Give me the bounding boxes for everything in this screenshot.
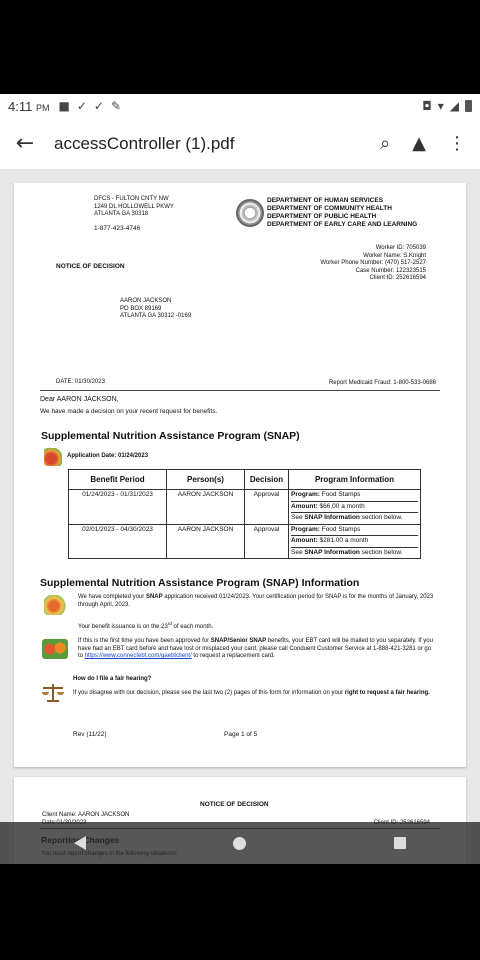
document-title: accessController (1).pdf: [54, 133, 235, 153]
worker-line: Client ID: 252616594: [369, 275, 426, 281]
recipient-line: AARON JACKSON: [120, 298, 172, 304]
food-basket-icon: [44, 448, 62, 466]
georgia-seal-icon: [236, 199, 264, 227]
ebt-text: benefits, your EBT card will be mailed to you separately. If you have had an EBT card before and have lost or misplaced your card, please call Conduent Customer Service at 1-888-421-3281 or go to: [78, 638, 433, 659]
see-line: [291, 548, 418, 559]
info-bold: SNAP: [145, 594, 163, 600]
see-bold: SNAP Information: [304, 514, 360, 521]
decision: Approval: [245, 490, 289, 525]
benefit-period: 02/01/2023 - 04/30/2023: [69, 524, 167, 559]
page2-title: NOTICE OF DECISION: [200, 801, 269, 808]
notice-title: NOTICE OF DECISION: [56, 263, 125, 270]
signal-icon: ◢: [449, 99, 459, 113]
see-text: See: [291, 514, 303, 521]
office-phone: 1-877-423-4746: [94, 225, 141, 232]
amount-line: [291, 502, 418, 514]
fair-hearing-question: How do I file a fair hearing?: [73, 676, 152, 682]
program-information: [289, 524, 421, 559]
amount-line: [291, 536, 418, 548]
client-name: Client Name: AARON JACKSON: [42, 812, 130, 818]
amount-label: Amount:: [291, 537, 318, 544]
program-value: Food Stamps: [321, 491, 361, 498]
battery-icon: [465, 100, 472, 112]
worker-line: Case Number: 122323515: [355, 267, 426, 274]
snap-information-heading: Supplemental Nutrition Assistance Program (SNAP) Information: [40, 577, 360, 589]
wifi-icon: ▾: [437, 99, 444, 113]
produce-icon: [42, 639, 68, 659]
recipient-address: [120, 298, 191, 321]
grocery-icon: [44, 595, 66, 615]
program-label: Program:: [291, 525, 320, 533]
ebt-link[interactable]: https://www.connectebt.com/gaebtclient/: [84, 653, 192, 659]
column-header: Person(s): [167, 470, 245, 490]
see-text: section below.: [361, 548, 403, 556]
status-bar: [0, 94, 480, 118]
divider: [40, 390, 440, 391]
download-check-icon: ✓: [76, 99, 87, 113]
program-label: Program:: [291, 491, 320, 498]
department-line: DEPARTMENT OF COMMUNITY HEALTH: [267, 205, 392, 212]
office-address: [94, 196, 174, 219]
table-header-row: [69, 470, 421, 490]
ebt-text: If this is the first time you have been approved for: [78, 638, 210, 644]
download-check-icon: ✓: [93, 99, 104, 113]
office-line: 1249 DL HOLLOWELL PKWY: [94, 203, 174, 210]
benefit-period: 01/24/2023 - 01/31/2023: [69, 490, 167, 525]
wrench-icon: ✎: [110, 99, 121, 113]
revision: Rev (11/22): [73, 731, 107, 738]
pdf-viewer[interactable]: [0, 170, 480, 864]
app-bar: [0, 118, 480, 170]
program-information: [289, 490, 421, 525]
greeting: Dear AARON JACKSON,: [40, 396, 119, 403]
amount-value: $281.00 a month: [319, 537, 369, 544]
worker-line: Worker ID: 705039: [375, 245, 426, 251]
issuance-part: Your benefit issuance is on the 23: [78, 624, 168, 630]
recipient-line: ATLANTA GA 30312 -0169: [120, 313, 192, 319]
table-row: [69, 524, 421, 559]
benefits-table: [68, 469, 421, 559]
recipient-line: PO BOX 89169: [120, 305, 162, 312]
intro-text: We have made a decision on your recent request for benefits.: [40, 408, 218, 415]
nav-recents-icon[interactable]: [394, 837, 406, 849]
decision: Approval: [245, 524, 289, 559]
issuance-part: of each month.: [173, 624, 214, 630]
department-line: DEPARTMENT OF HUMAN SERVICES: [267, 197, 384, 204]
departments: [267, 197, 417, 229]
info-text: application received 01/24/2023. Your certification period for SNAP is for the months of January, 2023 through April, 2023.: [78, 594, 434, 608]
worker-info: [320, 245, 426, 283]
department-line: DEPARTMENT OF PUBLIC HEALTH: [267, 213, 377, 220]
hearing-bold: right to request a fair hearing.: [344, 690, 430, 696]
more-options-icon[interactable]: ⋮: [448, 133, 466, 154]
vibrate-icon: ◘: [422, 99, 432, 113]
info-text: We have completed your: [78, 594, 145, 600]
fraud-hotline: Report Medicaid Fraud: 1-800-533-0686: [328, 380, 436, 386]
ebt-text: to request a replacement card.: [193, 653, 275, 659]
person: AARON JACKSON: [167, 524, 245, 559]
department-line: DEPARTMENT OF EARLY CARE AND LEARNING: [267, 221, 418, 228]
certification-text: [78, 594, 438, 609]
letter-date: DATE: 01/30/2023: [56, 379, 105, 385]
program-line: [291, 525, 418, 537]
clock-ampm: PM: [35, 102, 50, 113]
see-text: section below.: [361, 514, 403, 521]
worker-line: Worker Name: S.Knight: [363, 252, 426, 259]
program-value: Food Stamps: [321, 525, 361, 533]
worker-line: Worker Phone Number: (470) 517-2527: [320, 260, 426, 266]
program-line: [291, 490, 418, 502]
search-document-icon[interactable]: ⌕: [380, 133, 391, 154]
ebt-card-text: [78, 638, 434, 661]
ebt-bold: SNAP/Senior SNAP: [210, 638, 267, 644]
column-header: Program Information: [289, 470, 421, 490]
clock-time: 4:11: [8, 98, 33, 114]
clock: [8, 99, 49, 114]
table-row: [69, 490, 421, 525]
scales-of-justice-icon: [42, 683, 64, 703]
pdf-page-1: [14, 183, 466, 767]
snap-heading: Supplemental Nutrition Assistance Program (SNAP): [41, 430, 300, 442]
system-nav-bar: [0, 822, 480, 864]
column-header: Benefit Period: [69, 470, 167, 490]
see-line: [291, 513, 418, 524]
office-line: ATLANTA GA 30318: [94, 211, 149, 217]
see-bold: SNAP Information: [304, 548, 360, 556]
column-header: Decision: [245, 470, 289, 490]
fair-hearing-text: [73, 690, 433, 698]
issuance-sup: rd: [167, 621, 172, 626]
facebook-icon: ■: [58, 99, 70, 113]
person: AARON JACKSON: [167, 490, 245, 525]
drive-add-icon[interactable]: ▲: [412, 133, 426, 154]
issuance-text: [78, 620, 213, 632]
office-line: DFCS - FULTON CNTY NW: [94, 196, 169, 202]
page-number: Page 1 of 5: [224, 731, 258, 738]
hearing-text: If you disagree with our decision, please see the last two (2) pages of this form for information on your: [73, 690, 344, 696]
nav-back-icon[interactable]: [74, 836, 86, 850]
application-date: Application Date: 01/24/2023: [67, 453, 149, 459]
nav-home-icon[interactable]: [233, 837, 246, 850]
see-text: See: [291, 548, 303, 556]
amount-label: Amount:: [291, 502, 318, 510]
amount-value: $66.00 a month: [319, 502, 365, 510]
back-arrow-icon[interactable]: ←: [15, 131, 35, 156]
